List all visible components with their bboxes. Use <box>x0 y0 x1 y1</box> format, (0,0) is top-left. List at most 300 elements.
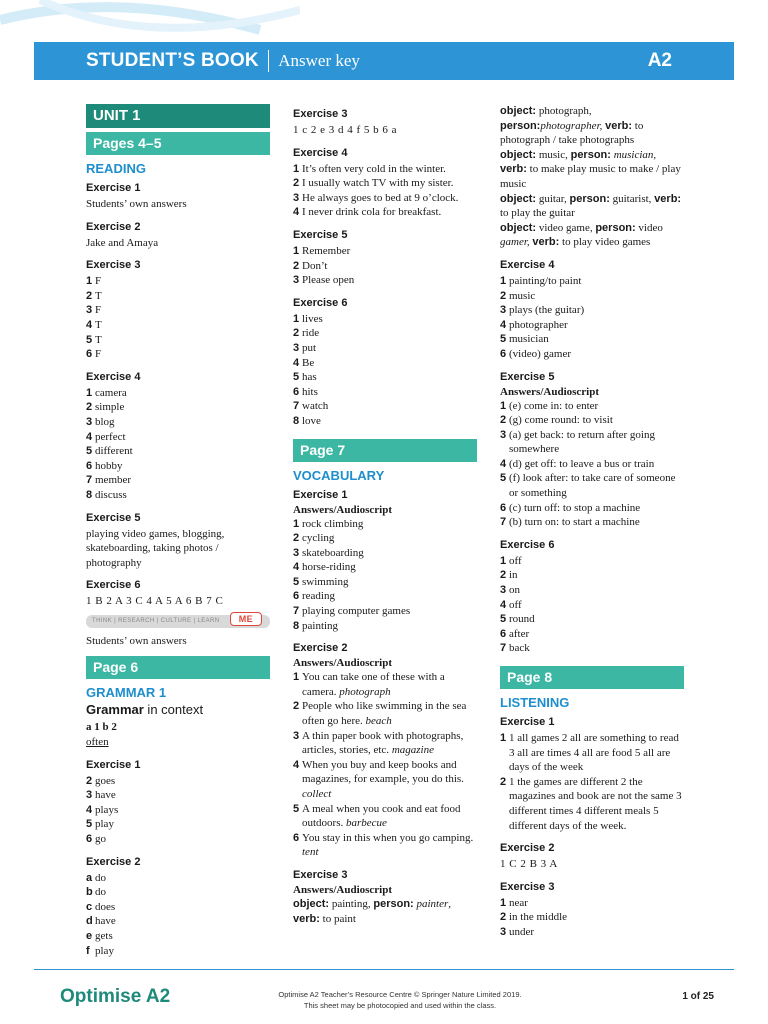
footer-copyright <box>250 989 550 1011</box>
item-text: do <box>95 871 106 884</box>
answer-list <box>500 554 684 656</box>
item-number: 5 <box>86 818 93 831</box>
answer-list <box>293 162 477 220</box>
exercise-heading: Exercise 6 <box>86 579 141 592</box>
answer-text: 1 B 2 A 3 C 4 A 5 A 6 B 7 C <box>86 595 224 608</box>
list-item <box>293 356 477 371</box>
item-number: 5 <box>86 333 93 346</box>
item-number: d <box>86 915 93 928</box>
exercise-heading: Exercise 6 <box>293 296 348 309</box>
verb-label: verb: <box>500 163 527 176</box>
list-item <box>293 162 477 177</box>
item-text: camera <box>95 386 127 399</box>
person-value: painter <box>416 897 449 910</box>
list-item <box>86 303 270 318</box>
title-separator <box>268 50 270 72</box>
item-number: b <box>86 886 93 899</box>
item-text: gets <box>95 930 113 942</box>
item-number: 8 <box>86 488 93 501</box>
item-text: playing computer games <box>302 605 411 618</box>
list-item <box>86 788 270 803</box>
vocab-entry <box>500 104 684 148</box>
answer-list <box>86 871 270 959</box>
list-item <box>86 347 270 362</box>
item-number: 4 <box>293 561 300 574</box>
item-text: I usually watch TV with my sister. <box>302 177 454 190</box>
answer-list <box>500 399 684 530</box>
exercise-heading: Exercise 6 <box>500 538 555 551</box>
list-item <box>293 831 477 860</box>
item-answer: beach <box>365 715 392 728</box>
item-number: 2 <box>500 569 507 582</box>
item-text: music <box>509 289 536 302</box>
answer-text: 1 c 2 e 3 d 4 f 5 b 6 a <box>293 124 398 136</box>
answer-line <box>293 912 477 927</box>
item-text: People who like swimming in the sea often go here. beach <box>302 700 467 728</box>
item-text: A thin paper book with photographs, articles, stories, etc. magazine <box>302 729 464 757</box>
list-item-text: 1 the games are different 2 the magazines and book are not the same 3 different times 4 different meals 5 different days of the week. <box>509 775 682 832</box>
list-item <box>500 641 684 656</box>
item-text: musician <box>509 333 549 346</box>
answer-list <box>500 274 684 362</box>
person-label: person: <box>500 119 541 132</box>
item-text: T <box>95 289 102 302</box>
verb-label: verb: <box>532 236 560 249</box>
list-item <box>293 312 477 327</box>
list-item <box>500 583 684 598</box>
item-number: 6 <box>86 348 93 361</box>
item-text: plays (the guitar) <box>509 304 585 317</box>
list-item <box>86 832 270 847</box>
list-item <box>86 333 270 348</box>
list-item <box>86 488 270 503</box>
item-number: 8 <box>293 619 300 632</box>
list-item <box>500 413 684 428</box>
item-number: 7 <box>86 474 93 487</box>
list-item <box>293 414 477 429</box>
item-number: 1 <box>500 399 507 412</box>
item-number: 3 <box>500 584 507 597</box>
book-title: STUDENT’S BOOK <box>86 50 259 71</box>
item-number: 2 <box>86 289 93 302</box>
item-number: 2 <box>293 327 300 340</box>
item-number: 3 <box>500 925 507 938</box>
item-text: T <box>95 318 102 331</box>
item-number: 2 <box>500 414 507 427</box>
item-number: 4 <box>86 803 93 816</box>
item-text: cycling <box>302 532 335 545</box>
vocab-continuation <box>500 104 684 250</box>
column-3 <box>500 104 684 940</box>
item-number: e <box>86 930 93 942</box>
book-subtitle: Answer key <box>278 51 360 70</box>
list-item: 1 1 all games 2 all are something to read 3 all are times 4 all are food 5 all are days of the week <box>500 731 684 775</box>
think-bar-labels: THINK | RESEARCH | CULTURE | LEARN <box>92 618 220 625</box>
list-item <box>86 871 270 886</box>
list-item <box>86 473 270 488</box>
answer-list <box>500 896 684 940</box>
object-value: video game, <box>536 221 596 234</box>
item-number: c <box>86 900 93 913</box>
item-text: in <box>509 569 518 582</box>
list-item <box>86 914 270 929</box>
verb-value: to photograph / take photographs <box>500 119 644 147</box>
answers-audioscript-label: Answers/Audioscript <box>293 883 393 896</box>
item-text: simple <box>95 401 125 414</box>
item-answer: tent <box>302 846 319 859</box>
item-text: hobby <box>95 459 123 472</box>
item-text: off <box>509 598 522 611</box>
item-number: 6 <box>500 347 507 360</box>
answer-text: a 1 b 2 <box>86 721 117 734</box>
verb-label: verb: <box>654 192 682 205</box>
item-number: 4 <box>500 457 507 470</box>
item-text: A meal when you cook and eat food outdoors. barbecue <box>302 802 461 830</box>
item-number: a <box>86 871 93 884</box>
item-text: Please open <box>302 274 355 287</box>
item-number: 4 <box>293 758 300 771</box>
item-text: Don’t <box>302 259 328 272</box>
list-item <box>500 896 684 911</box>
item-number: 1 <box>86 386 93 399</box>
list-item <box>86 444 270 459</box>
object-value: photograph, <box>536 105 592 117</box>
item-text: love <box>302 414 321 427</box>
object-label: object: <box>293 897 330 910</box>
gic-rest: in context <box>143 702 204 718</box>
item-number: 3 <box>293 546 300 559</box>
list-item <box>293 546 477 561</box>
list-item <box>500 554 684 569</box>
list-item <box>293 560 477 575</box>
list-item <box>86 400 270 415</box>
item-text: go <box>95 833 106 846</box>
item-text: (f) look after: to take care of someone or something <box>509 472 676 500</box>
item-number: 1 <box>500 896 507 909</box>
list-item <box>500 318 684 333</box>
exercise-heading: Exercise 1 <box>500 716 555 728</box>
list-item <box>500 910 684 925</box>
exercise-heading: Exercise 4 <box>293 146 348 159</box>
item-number: 6 <box>293 831 300 844</box>
exercise-heading: Exercise 5 <box>500 370 555 383</box>
page-number: 1 of 25 <box>682 991 714 1002</box>
item-text: Be <box>302 356 315 369</box>
header-bar <box>34 42 734 80</box>
item-text: (b) turn on: to start a machine <box>509 516 640 529</box>
list-item <box>293 531 477 546</box>
object-label: object: <box>500 221 537 234</box>
item-number: 3 <box>86 415 93 428</box>
item-text: has <box>302 371 317 384</box>
person-label: person: <box>569 192 610 205</box>
item-text: hits <box>302 385 318 398</box>
person-label: person: <box>570 148 611 161</box>
list-item <box>293 370 477 385</box>
item-number: 7 <box>500 516 507 529</box>
item-number: 1 <box>86 275 93 288</box>
list-item <box>500 471 684 500</box>
list-item <box>500 289 684 304</box>
item-answer: barbecue <box>346 817 387 830</box>
list-item <box>86 318 270 333</box>
page-heading: Page 8 <box>500 666 684 689</box>
reading-heading: READING <box>86 161 146 176</box>
item-text: (d) get off: to leave a bus or train <box>509 457 655 470</box>
item-text: It’s often very cold in the winter. <box>302 162 446 175</box>
list-item <box>500 598 684 613</box>
item-text: (e) come in: to enter <box>509 399 599 412</box>
item-text: F <box>95 304 102 317</box>
item-text: When you buy and keep books and magazines, for example, you do this. collect <box>302 758 464 800</box>
list-item <box>86 386 270 401</box>
item-number: 4 <box>86 318 93 331</box>
photocopy-note: This sheet may be photocopied and used within the class. <box>303 1001 497 1010</box>
exercise-heading: Exercise 2 <box>86 220 141 233</box>
list-item <box>293 589 477 604</box>
answer-list <box>293 670 477 860</box>
vocab-entry <box>500 221 684 250</box>
item-number: 2 <box>293 700 300 713</box>
list-item <box>86 900 270 915</box>
item-text: painting/to paint <box>509 274 582 287</box>
verb-label: verb: <box>605 119 633 132</box>
person-label: person: <box>373 897 414 910</box>
item-number: 1 <box>293 671 300 684</box>
exercise-heading: Exercise 2 <box>86 855 141 868</box>
item-number: 2 <box>293 259 300 272</box>
item-number: 4 <box>500 318 507 331</box>
item-number: 6 <box>293 590 300 603</box>
list-item <box>500 428 684 457</box>
think-research-bar <box>86 615 270 628</box>
item-number: 3 <box>500 304 507 317</box>
list-item <box>500 612 684 627</box>
item-number: 1 <box>293 517 300 530</box>
object-value: music, <box>536 148 571 161</box>
exercise-heading: Exercise 5 <box>86 511 141 524</box>
exercise-heading: Exercise 1 <box>86 758 141 771</box>
item-answer: magazine <box>391 744 434 757</box>
list-item <box>293 517 477 532</box>
list-item <box>293 729 477 758</box>
item-number: 2 <box>293 532 300 545</box>
answers-audioscript-label: Answers/Audioscript <box>293 657 393 670</box>
vocab-entry <box>500 148 684 192</box>
person-label: person: <box>595 221 636 234</box>
item-text: lives <box>302 312 323 325</box>
item-number: 2 <box>500 289 507 302</box>
item-text: have <box>95 789 116 802</box>
list-item <box>86 944 270 959</box>
item-text: have <box>95 915 116 928</box>
item-number: 1 <box>293 244 300 257</box>
list-item <box>293 326 477 341</box>
item-number: 2 <box>86 401 93 414</box>
object-value: guitar, <box>536 192 570 205</box>
list-item <box>86 415 270 430</box>
item-text: discuss <box>95 488 127 501</box>
exercise-heading: Exercise 4 <box>500 258 555 271</box>
item-text: (c) turn off: to stop a machine <box>509 501 641 514</box>
item-number: 3 <box>293 274 300 287</box>
answer-list <box>86 386 270 503</box>
item-number: 3 <box>293 341 300 354</box>
person-value-italic: musician, <box>613 148 657 161</box>
item-text: F <box>95 275 102 288</box>
list-item <box>500 627 684 642</box>
item-text: (g) come round: to visit <box>509 414 613 427</box>
list-item <box>293 259 477 274</box>
list-item <box>500 501 684 516</box>
list-item <box>293 699 477 728</box>
item-number: 6 <box>500 501 507 514</box>
item-text: do <box>95 886 106 899</box>
item-text: put <box>302 341 317 354</box>
item-text: You can take one of these with a camera. photograph <box>302 671 445 698</box>
answer-text: 1 C 2 B 3 A <box>500 858 558 871</box>
exercise-heading: Exercise 3 <box>500 880 555 893</box>
item-number: 5 <box>293 802 300 815</box>
verb-value: to play video games <box>559 236 651 249</box>
list-item <box>293 273 477 288</box>
item-text: after <box>509 627 530 640</box>
item-text: does <box>95 900 116 913</box>
list-item <box>86 459 270 474</box>
list-item: 2 1 the games are different 2 the magazines and book are not the same 3 different times 4 different meals 5 different days of the week. <box>500 775 684 833</box>
answers-audioscript-label: Answers/Audioscript <box>293 503 393 516</box>
list-item <box>86 430 270 445</box>
item-text: reading <box>302 590 335 603</box>
list-item <box>86 885 270 900</box>
item-number: 1 <box>293 312 300 325</box>
list-item <box>500 303 684 318</box>
item-text: play <box>95 818 114 831</box>
list-item <box>293 176 477 191</box>
item-text: near <box>509 896 528 909</box>
object-label: object: <box>500 105 537 117</box>
list-item <box>293 385 477 400</box>
item-number: 1 <box>500 554 507 567</box>
list-item <box>293 619 477 634</box>
item-text: ride <box>302 327 320 340</box>
footer-brand: Optimise A2 <box>60 986 171 1007</box>
answer-line: playing video games, blogging, <box>86 527 225 540</box>
page-heading: Page 7 <box>293 439 477 462</box>
exercise-heading: Exercise 1 <box>293 488 348 501</box>
object-value: painting, <box>329 897 374 910</box>
verb-value: to make play music to make / play music <box>500 163 681 190</box>
item-text: plays <box>95 803 119 816</box>
item-number: 3 <box>86 304 93 317</box>
answer-line: photography <box>86 556 142 569</box>
list-item <box>500 457 684 472</box>
answer-text: Students’ own answers <box>86 198 187 210</box>
item-text: swimming <box>302 575 349 588</box>
item-number: 5 <box>293 575 300 588</box>
list-item <box>293 191 477 206</box>
item-number: 3 <box>293 729 300 742</box>
list-item <box>500 515 684 530</box>
answer-list <box>293 517 477 634</box>
item-text: F <box>95 348 102 361</box>
item-number: 5 <box>500 333 507 346</box>
person-value-italic: photographer, <box>540 119 606 132</box>
item-text: skateboarding <box>302 546 364 559</box>
item-text: under <box>509 925 535 938</box>
page-heading: Page 6 <box>86 656 270 679</box>
object-label: object: <box>500 192 537 205</box>
item-number: 2 <box>86 774 93 787</box>
unit-heading: UNIT 1 <box>86 104 270 128</box>
item-text: back <box>509 642 530 655</box>
item-text: horse-riding <box>302 561 356 574</box>
item-text: photographer <box>509 318 568 331</box>
exercise-heading: Exercise 4 <box>86 370 141 383</box>
exercise-heading: Exercise 2 <box>293 642 348 655</box>
item-number: 7 <box>293 605 300 618</box>
item-text: perfect <box>95 430 126 443</box>
answer-list <box>86 774 270 847</box>
item-answer: collect <box>302 788 332 800</box>
item-text: off <box>509 554 522 567</box>
item-text: blog <box>95 415 115 428</box>
item-number: 4 <box>500 598 507 611</box>
copyright-line: Optimise A2 Teacher’s Resource Centre © Springer Nature Limited 2019. <box>278 990 522 999</box>
item-number: 6 <box>500 627 507 640</box>
item-text: on <box>509 584 520 597</box>
list-item <box>86 929 270 944</box>
item-number: 7 <box>293 400 300 413</box>
answer-list <box>293 312 477 429</box>
item-text: member <box>95 474 132 487</box>
item-number: 6 <box>86 459 93 472</box>
item-number: 3 <box>86 789 93 802</box>
item-text: in the middle <box>509 911 568 924</box>
item-number: f <box>86 944 90 957</box>
exercise-heading: Exercise 3 <box>86 259 141 272</box>
answer-list <box>86 274 270 362</box>
grammar-in-context-heading <box>86 702 270 717</box>
list-item <box>86 774 270 789</box>
item-number: 4 <box>293 206 300 219</box>
item-text: Remember <box>302 244 351 257</box>
list-item <box>500 274 684 289</box>
list-item <box>293 399 477 414</box>
item-number: 6 <box>86 833 93 846</box>
item-text: I never drink cola for breakfast. <box>302 206 442 219</box>
list-item <box>293 244 477 259</box>
list-item-text: 1 all games 2 all are something to read 3 all are times 4 all are food 5 all are days of the week <box>509 732 679 774</box>
item-number: 4 <box>86 430 93 443</box>
list-item <box>500 568 684 583</box>
list-item <box>293 205 477 220</box>
item-number: 6 <box>293 385 300 398</box>
list-item <box>293 802 477 831</box>
verb-label: verb: <box>293 912 320 925</box>
verb-value: to play the guitar <box>500 207 575 220</box>
item-text: T <box>95 333 102 346</box>
item-text: painting <box>302 619 339 632</box>
exercise-heading: Exercise 1 <box>86 182 141 194</box>
object-label: object: <box>500 148 537 161</box>
list-item <box>86 817 270 832</box>
person-value: video <box>635 221 663 234</box>
list-item <box>500 925 684 940</box>
list-item <box>293 604 477 619</box>
vocab-entry <box>500 192 684 221</box>
list-item <box>86 803 270 818</box>
